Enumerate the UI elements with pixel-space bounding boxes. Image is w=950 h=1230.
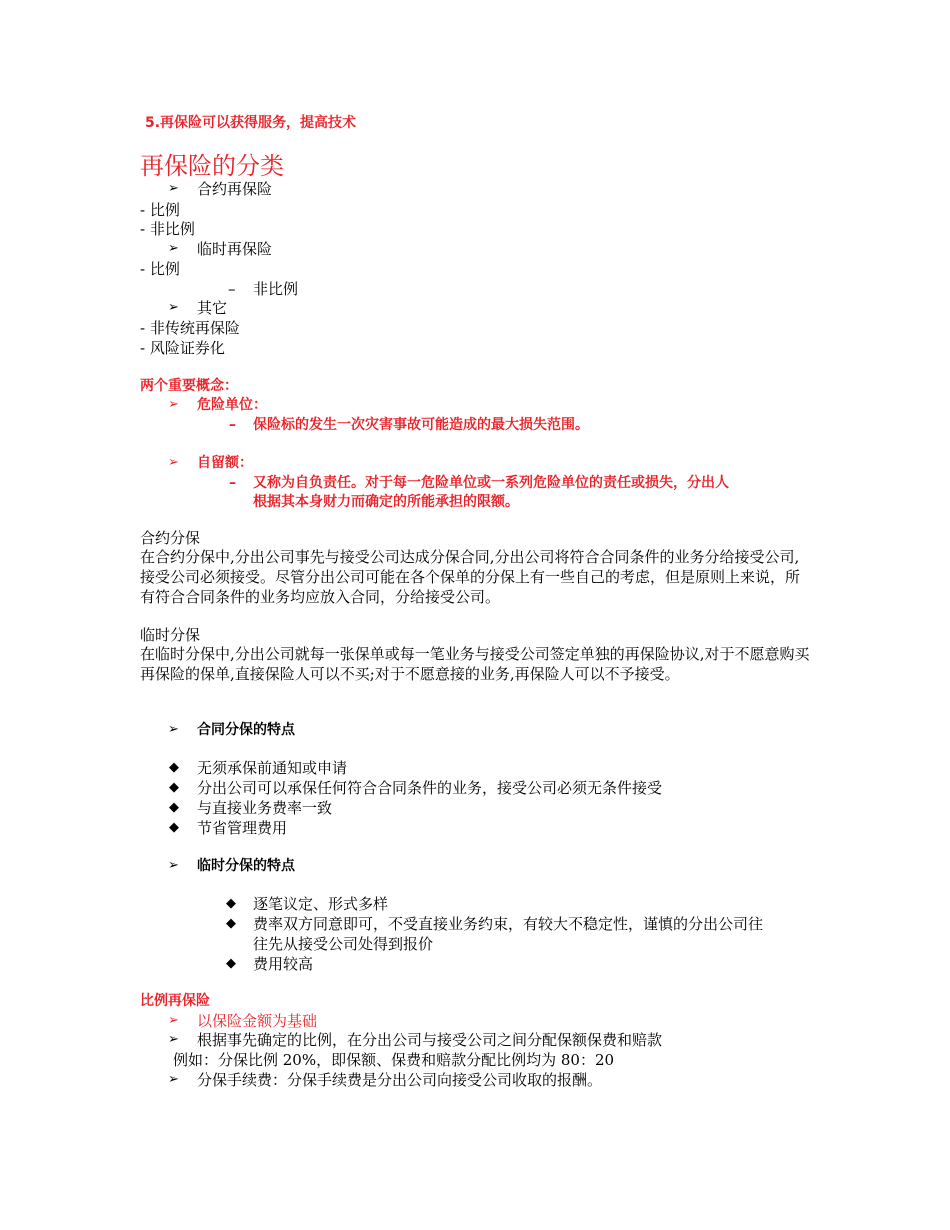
diamond-bullet-icon: ◆ bbox=[169, 820, 179, 835]
diamond-bullet-icon: ◆ bbox=[226, 956, 236, 971]
arrow-bullet-icon: ➢ bbox=[168, 455, 179, 470]
list-item: - 比例 bbox=[140, 260, 180, 278]
list-item: 费率双方同意即可，不受直接业务约束，有较大不稳定性，谨慎的分出公司往 bbox=[253, 915, 764, 933]
arrow-bullet-icon: ➢ bbox=[168, 241, 179, 256]
section-heading: 5.再保险可以获得服务，提高技术 bbox=[145, 115, 357, 131]
concept-label: 自留额： bbox=[197, 455, 253, 471]
section-heading: 合同分保的特点 bbox=[197, 722, 295, 738]
list-item: 分出公司可以承保任何符合合同条件的业务，接受公司必须无条件接受 bbox=[197, 779, 663, 797]
list-item: 分保手续费：分保手续费是分出公司向接受公司收取的报酬。 bbox=[197, 1071, 603, 1089]
list-item: 以保险金额为基础 bbox=[197, 1012, 318, 1030]
list-item: 费用较高 bbox=[253, 955, 314, 973]
list-item: - 非传统再保险 bbox=[140, 319, 240, 337]
list-item: 合约再保险 bbox=[197, 180, 273, 198]
arrow-bullet-icon: ➢ bbox=[168, 722, 179, 737]
diamond-bullet-icon: ◆ bbox=[226, 896, 236, 911]
list-item: 节省管理费用 bbox=[197, 819, 288, 837]
concept-label: 危险单位： bbox=[197, 397, 267, 413]
list-item: 往先从接受公司处得到报价 bbox=[253, 935, 434, 953]
dash-bullet: – bbox=[229, 417, 236, 433]
diamond-bullet-icon: ◆ bbox=[169, 760, 179, 775]
list-item: 其它 bbox=[197, 299, 228, 317]
diamond-bullet-icon: ◆ bbox=[169, 800, 179, 815]
section-heading: 临时分保的特点 bbox=[197, 858, 295, 874]
list-item: - 风险证券化 bbox=[140, 339, 225, 357]
list-item: - 比例 bbox=[140, 201, 180, 219]
paragraph: 在合约分保中,分出公司事先与接受公司达成分保合同,分出公司将符合合同条件的业务分给接受公司,接受公司必须接受。尽管分出公司可能在各个保单的分保上有一些自己的考虑，但是原则上来说，所有符合合同条件的业务均应放入合同，分给接受公司。 bbox=[140, 548, 801, 606]
section-heading: 两个重要概念： bbox=[140, 378, 238, 394]
concept-desc: 保险标的发生一次灾害事故可能造成的最大损失范围。 bbox=[253, 417, 589, 433]
arrow-bullet-icon: ➢ bbox=[168, 858, 179, 873]
section-heading: 比例再保险 bbox=[140, 993, 210, 1009]
list-item: 根据事先确定的比例，在分出公司与接受公司之间分配保额保费和赔款 bbox=[197, 1031, 663, 1049]
list-item: 非比例 bbox=[253, 280, 299, 298]
dash-bullet: – bbox=[229, 475, 236, 491]
list-item: 与直接业务费率一致 bbox=[197, 799, 333, 817]
arrow-bullet-icon: ➢ bbox=[168, 1032, 179, 1047]
arrow-bullet-icon: ➢ bbox=[168, 181, 179, 196]
list-item: 逐笔议定、形式多样 bbox=[253, 895, 389, 913]
list-item: 临时再保险 bbox=[197, 240, 273, 258]
diamond-bullet-icon: ◆ bbox=[226, 916, 236, 931]
section-title: 临时分保 bbox=[140, 626, 201, 644]
list-item: - 非比例 bbox=[140, 220, 195, 238]
arrow-bullet-icon: ➢ bbox=[168, 397, 179, 412]
list-item: 无须承保前通知或申请 bbox=[197, 759, 348, 777]
paragraph: 在临时分保中,分出公司就每一张保单或每一笔业务与接受公司签定单独的再保险协议,对于不愿意购买再保险的保单,直接保险人可以不买;对于不愿意接的业务,再保险人可以不予接受。 bbox=[140, 645, 810, 683]
page-title: 再保险的分类 bbox=[140, 152, 284, 180]
arrow-bullet-icon: ➢ bbox=[168, 1072, 179, 1087]
concept-desc: 又称为自负责任。对于每一危险单位或一系列危险单位的责任或损失，分出人 bbox=[253, 475, 729, 491]
arrow-bullet-icon: ➢ bbox=[168, 300, 179, 315]
diamond-bullet-icon: ◆ bbox=[169, 780, 179, 795]
concept-desc: 根据其本身财力而确定的所能承担的限额。 bbox=[253, 494, 519, 510]
example-text: 例如：分保比例 20%，即保额、保费和赔款分配比例均为 80：20 bbox=[173, 1051, 615, 1069]
section-title: 合约分保 bbox=[140, 529, 201, 547]
arrow-bullet-icon: ➢ bbox=[168, 1013, 179, 1028]
dash-bullet: – bbox=[228, 280, 236, 298]
